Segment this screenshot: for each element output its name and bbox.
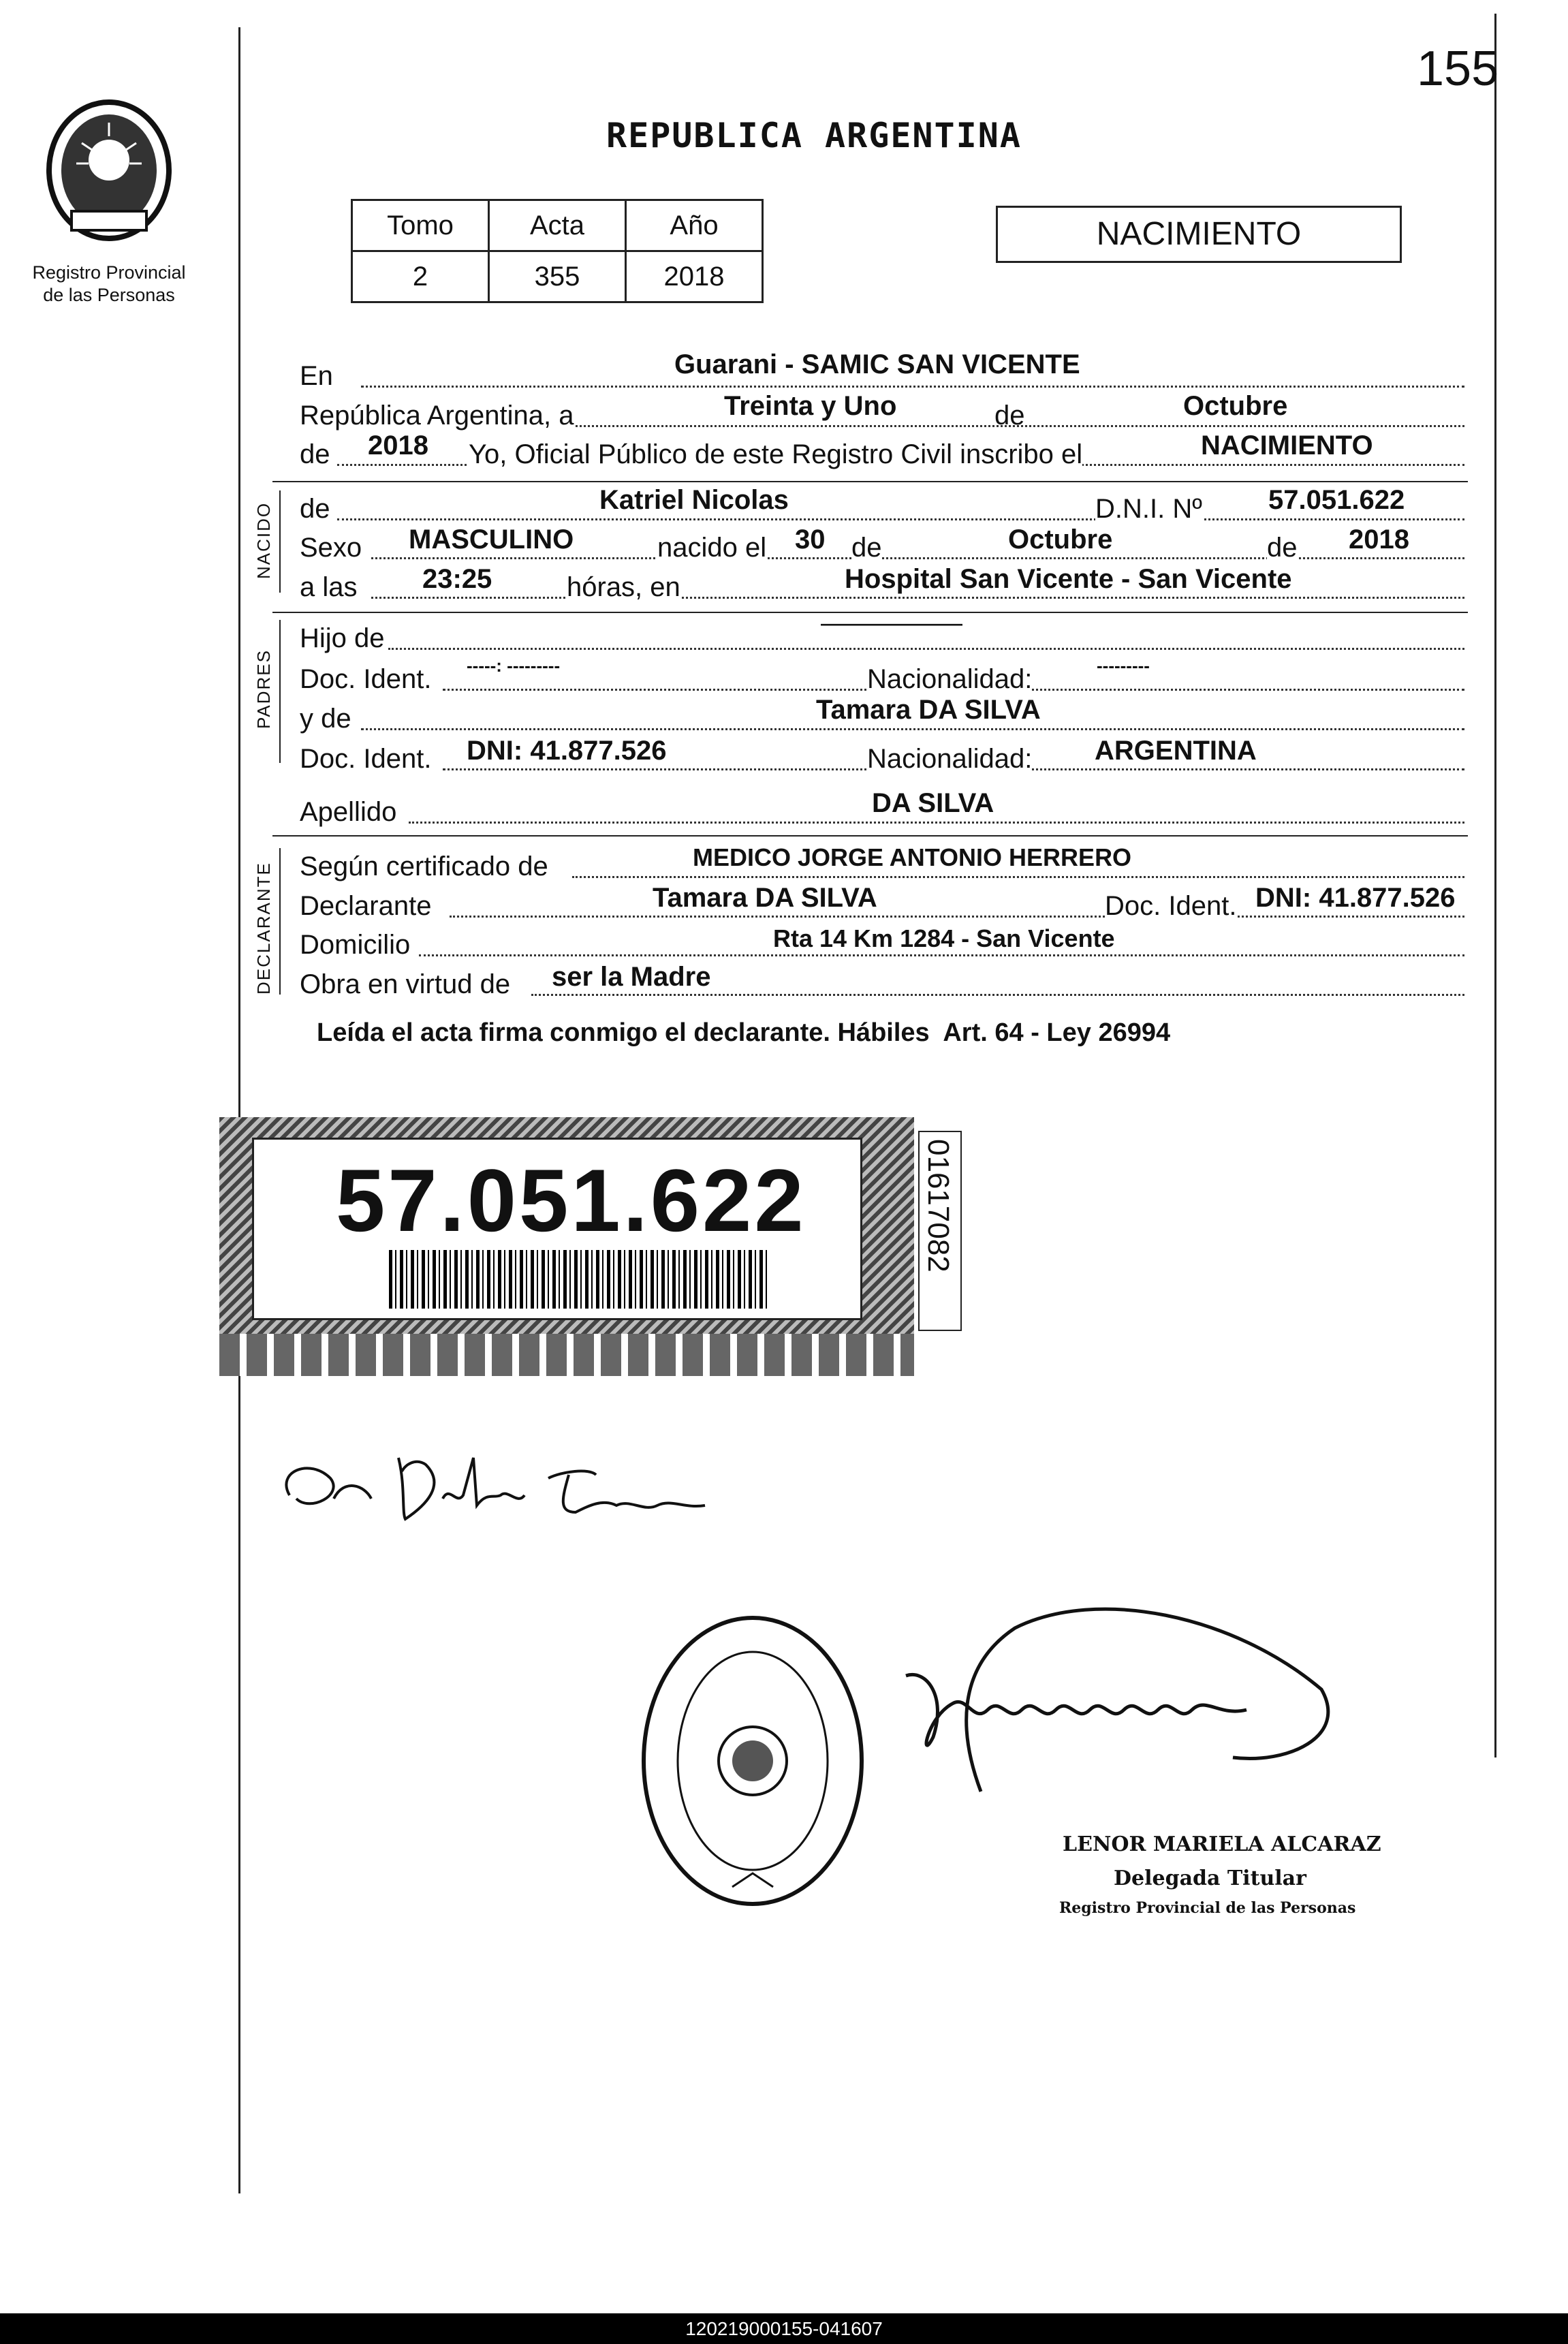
y-de-dots [361, 728, 1464, 730]
horas-en-label: hóras, en [567, 572, 680, 602]
separator-1 [272, 481, 1468, 482]
act-type-label: NACIMIENTO [1096, 216, 1302, 252]
dia-value: Treinta y Uno [724, 391, 897, 421]
nacido-anio: 2018 [1349, 525, 1409, 554]
obra-dots [531, 994, 1464, 996]
nacido-el-label: nacido el [657, 533, 767, 563]
nacido-lugar: Hospital San Vicente - San Vicente [845, 564, 1292, 594]
domicilio-dots [419, 954, 1464, 956]
hora-label: a las [300, 572, 358, 602]
left-margin-line [238, 27, 240, 2193]
anio-value: 2018 [368, 431, 428, 460]
hora-dots [371, 597, 1464, 599]
section-label-declarante: DECLARANTE [253, 862, 274, 995]
registry-table [351, 199, 764, 303]
nac2-value: ARGENTINA [1095, 736, 1257, 766]
obra-label: Obra en virtud de [300, 969, 511, 999]
nacido-mes: Octubre [1008, 525, 1113, 554]
doc2-value: DNI: 41.877.526 [467, 736, 667, 766]
logo-caption-line2: de las Personas [43, 285, 175, 305]
inscribo-value: NACIMIENTO [1201, 431, 1373, 460]
official-role: Delegada Titular [1114, 1866, 1306, 1890]
madre-value: Tamara DA SILVA [816, 695, 1041, 725]
nacido-dia: 30 [795, 525, 826, 554]
hijo-de-label: Hijo de [300, 623, 385, 653]
separator-3 [272, 835, 1468, 837]
official-stamp [637, 1611, 868, 1911]
de2-label: de [300, 439, 330, 469]
en-dots [361, 386, 1464, 388]
cert-label: Según certificado de [300, 851, 548, 881]
table-header-tomo: Tomo [352, 200, 489, 251]
nacido-de3-label: de [1267, 533, 1298, 563]
sexo-dots [371, 557, 1464, 559]
province-seal-logo [41, 95, 177, 252]
dni-sticker [219, 1117, 914, 1376]
footer-code: 120219000155-041607 [685, 2318, 883, 2339]
padres-bracket [279, 620, 281, 763]
table-header-acta: Acta [489, 200, 626, 251]
page-number: 155 [1417, 42, 1499, 96]
sticker-inner [252, 1138, 862, 1320]
decl-doc-value: DNI: 41.877.526 [1255, 883, 1456, 913]
sexo-value: MASCULINO [409, 525, 574, 554]
en-label: En [300, 361, 333, 391]
inscribo-label: Yo, Oficial Público de este Registro Civil inscribo el [469, 439, 1083, 469]
nacido-dni: 57.051.622 [1268, 485, 1405, 515]
nac1-label: Nacionalidad: [867, 664, 1033, 694]
decl-doc-label: Doc. Ident. [1105, 891, 1237, 921]
table-value-anio: 2018 [626, 251, 763, 302]
sexo-label: Sexo [300, 533, 362, 563]
mes-value: Octubre [1183, 391, 1288, 421]
de-label: de [994, 401, 1025, 431]
apellido-dots [409, 822, 1464, 824]
sticker-serial-box [918, 1131, 962, 1331]
table-header-anio: Año [626, 200, 763, 251]
section-label-padres: PADRES [253, 649, 274, 729]
footer-code-bar [0, 2313, 1568, 2344]
sticker-number: 57.051.622 [336, 1151, 806, 1250]
cert-dots [572, 876, 1464, 878]
apellido-label: Apellido [300, 797, 397, 827]
official-sub: Registro Provincial de las Personas [1059, 1899, 1356, 1917]
official-name: LENOR MARIELA ALCARAZ [1063, 1832, 1381, 1856]
official-signature [879, 1601, 1335, 1826]
sticker-bottom-band [219, 1334, 914, 1376]
dni-label: D.N.I. Nº [1095, 494, 1202, 524]
declarante-label: Declarante [300, 891, 432, 921]
nacido-nombre: Katriel Nicolas [599, 485, 789, 515]
nacido-de-dots [337, 518, 1464, 520]
nac1-value: --------- [1097, 655, 1150, 676]
doc1-label: Doc. Ident. [300, 664, 432, 694]
sticker-barcode [389, 1250, 770, 1309]
declarant-signature [269, 1431, 725, 1540]
cert-value: MEDICO JORGE ANTONIO HERRERO [693, 843, 1132, 871]
sticker-serial: 01617082 [922, 1139, 955, 1272]
declarante-dots [450, 916, 1464, 918]
logo-caption-line1: Registro Provincial [32, 262, 186, 283]
domicilio-value: Rta 14 Km 1284 - San Vicente [773, 924, 1115, 952]
y-de-label: y de [300, 704, 351, 734]
table-value-tomo: 2 [352, 251, 489, 302]
document-title: REPUBLICA ARGENTINA [606, 116, 1022, 155]
table-value-acta: 355 [489, 251, 626, 302]
closing-statement: Leída el acta firma conmigo el declarante. Hábiles Art. 64 - Ley 26994 [317, 1018, 1171, 1047]
section-label-nacido: NACIDO [253, 501, 274, 579]
nacido-de2-label: de [851, 533, 882, 563]
hora-value: 23:25 [422, 564, 492, 594]
obra-value: ser la Madre [552, 962, 711, 992]
nacido-bracket [279, 490, 281, 593]
hijo-de-dots [388, 648, 1464, 650]
right-margin-line [1494, 14, 1496, 1757]
declarante-bracket [279, 848, 281, 995]
declarante-value: Tamara DA SILVA [653, 883, 877, 913]
doc1-value: -----: --------- [467, 655, 561, 676]
nac2-label: Nacionalidad: [867, 744, 1033, 774]
hijo-de-value: ———————— [821, 613, 962, 634]
domicilio-label: Domicilio [300, 930, 411, 960]
republica-label: República Argentina, a [300, 401, 574, 431]
doc2-label: Doc. Ident. [300, 744, 432, 774]
apellido-value: DA SILVA [872, 788, 994, 818]
act-type-box [996, 206, 1402, 263]
en-value: Guarani - SAMIC SAN VICENTE [674, 349, 1080, 379]
nacido-de-label: de [300, 494, 330, 524]
